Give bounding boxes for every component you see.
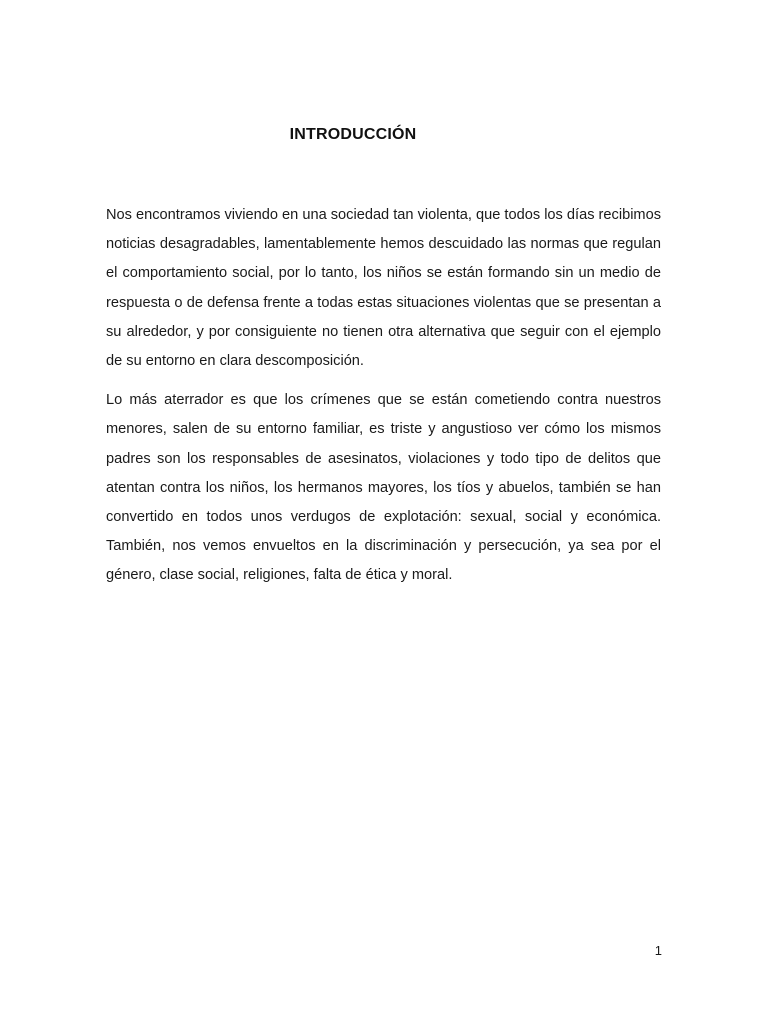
page-title: INTRODUCCIÓN	[289, 126, 417, 143]
paragraph-2: Lo más aterrador es que los crímenes que se están cometiendo contra nuestros menores, salen de su entorno familiar, es triste y angustioso ver cómo los mismos padres son los responsables de asesinatos, violaciones y todo tipo de delitos que atentan contra los niños, los hermanos mayores, los tíos y abuelos, también se han convertido en todos unos verdugos de explotación: sexual, social y económica. También, nos vemos envueltos en la discriminación y persecución, ya sea por el género, clase social, religiones, falta de ética y moral.	[106, 392, 661, 584]
page-number: 1	[654, 943, 662, 958]
paragraph-1: Nos encontramos viviendo en una sociedad tan violenta, que todos los días recibimos noticias desagradables, lamentablemente hemos descuidado las normas que regulan el comportamiento social, por lo tanto, los niños se están formando sin un medio de respuesta o de defensa frente a todas estas situaciones violentas que se presentan a su alrededor, y por consiguiente no tienen otra alternativa que seguir con el ejemplo de su entorno en clara descomposición.	[106, 207, 661, 370]
body-text	[106, 201, 661, 601]
